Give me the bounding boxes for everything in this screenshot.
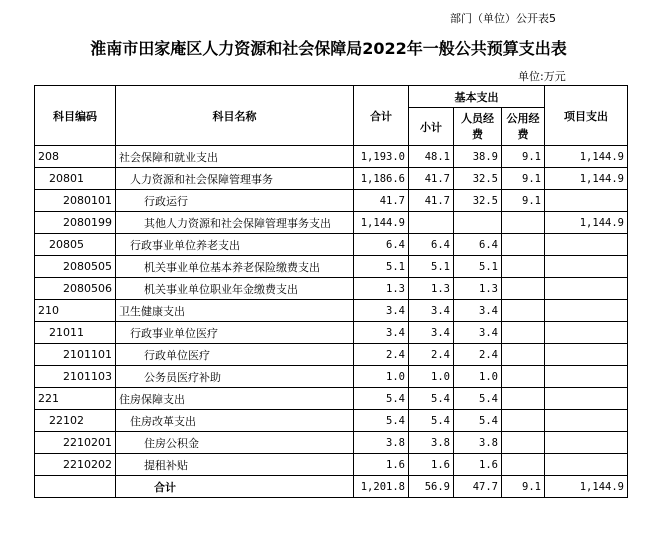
cell-public	[502, 388, 545, 410]
cell-public	[502, 432, 545, 454]
table-row	[35, 234, 628, 256]
cell-code: 2101103	[35, 366, 116, 388]
cell-code: 221	[35, 388, 116, 410]
cell-total: 3.4	[354, 322, 409, 344]
cell-public: 9.1	[502, 476, 545, 498]
cell-name: 行政单位医疗	[116, 344, 354, 366]
cell-personnel: 5.4	[454, 410, 502, 432]
cell-total: 1,186.6	[354, 168, 409, 190]
cell-public	[502, 256, 545, 278]
table-row	[35, 366, 628, 388]
cell-personnel: 3.4	[454, 322, 502, 344]
cell-total: 5.1	[354, 256, 409, 278]
cell-personnel: 5.1	[454, 256, 502, 278]
cell-project	[545, 388, 628, 410]
cell-public	[502, 212, 545, 234]
cell-project: 1,144.9	[545, 476, 628, 498]
department-label: 部门（单位）公开表5	[450, 12, 556, 25]
cell-public	[502, 278, 545, 300]
cell-personnel: 1.3	[454, 278, 502, 300]
header-project: 项目支出	[545, 86, 628, 146]
table-row	[35, 410, 628, 432]
cell-personnel: 1.0	[454, 366, 502, 388]
table-body	[35, 146, 628, 498]
table-row	[35, 256, 628, 278]
cell-name: 公务员医疗补助	[116, 366, 354, 388]
cell-name: 社会保障和就业支出	[116, 146, 354, 168]
cell-code: 21011	[35, 322, 116, 344]
cell-total: 1.0	[354, 366, 409, 388]
cell-personnel: 5.4	[454, 388, 502, 410]
table-row	[35, 432, 628, 454]
table-row	[35, 300, 628, 322]
cell-subtotal: 3.4	[409, 322, 454, 344]
cell-code: 208	[35, 146, 116, 168]
cell-name: 住房改革支出	[116, 410, 354, 432]
cell-total: 6.4	[354, 234, 409, 256]
unit-label: 单位:万元	[518, 70, 566, 83]
cell-personnel: 38.9	[454, 146, 502, 168]
cell-project	[545, 432, 628, 454]
cell-code: 2080505	[35, 256, 116, 278]
table-row	[35, 212, 628, 234]
cell-project	[545, 344, 628, 366]
cell-name: 行政事业单位养老支出	[116, 234, 354, 256]
page-title: 淮南市田家庵区人力资源和社会保障局2022年一般公共预算支出表	[90, 39, 567, 58]
header-name: 科目名称	[116, 86, 354, 146]
cell-subtotal: 41.7	[409, 168, 454, 190]
budget-table	[34, 85, 628, 498]
cell-project	[545, 454, 628, 476]
cell-project: 1,144.9	[545, 146, 628, 168]
cell-subtotal: 1.6	[409, 454, 454, 476]
cell-project	[545, 322, 628, 344]
cell-code: 22102	[35, 410, 116, 432]
cell-total: 1,144.9	[354, 212, 409, 234]
cell-public	[502, 410, 545, 432]
cell-subtotal: 48.1	[409, 146, 454, 168]
cell-total: 41.7	[354, 190, 409, 212]
table-row	[35, 454, 628, 476]
cell-personnel: 2.4	[454, 344, 502, 366]
cell-personnel: 47.7	[454, 476, 502, 498]
cell-subtotal: 5.4	[409, 410, 454, 432]
table-row	[35, 322, 628, 344]
cell-code: 2080101	[35, 190, 116, 212]
cell-name: 住房公积金	[116, 432, 354, 454]
cell-total: 1.6	[354, 454, 409, 476]
cell-code: 2080506	[35, 278, 116, 300]
cell-total: 3.4	[354, 300, 409, 322]
total-row	[35, 476, 628, 498]
cell-total: 1,201.8	[354, 476, 409, 498]
cell-project	[545, 278, 628, 300]
header-subtotal: 小计	[409, 108, 454, 146]
cell-personnel: 1.6	[454, 454, 502, 476]
cell-code: 2101101	[35, 344, 116, 366]
cell-public	[502, 300, 545, 322]
cell-total: 3.8	[354, 432, 409, 454]
cell-personnel: 32.5	[454, 190, 502, 212]
header-public: 公用经费	[502, 108, 545, 146]
cell-subtotal: 56.9	[409, 476, 454, 498]
cell-public	[502, 322, 545, 344]
cell-name: 住房保障支出	[116, 388, 354, 410]
cell-personnel: 3.4	[454, 300, 502, 322]
cell-public	[502, 344, 545, 366]
cell-public	[502, 454, 545, 476]
header-basic: 基本支出	[409, 86, 545, 108]
cell-public: 9.1	[502, 168, 545, 190]
cell-code: 20801	[35, 168, 116, 190]
cell-public	[502, 234, 545, 256]
cell-project	[545, 410, 628, 432]
cell-subtotal: 1.0	[409, 366, 454, 388]
cell-personnel: 32.5	[454, 168, 502, 190]
cell-project	[545, 256, 628, 278]
cell-name: 卫生健康支出	[116, 300, 354, 322]
cell-subtotal: 5.4	[409, 388, 454, 410]
cell-project: 1,144.9	[545, 168, 628, 190]
cell-code: 2210201	[35, 432, 116, 454]
cell-name: 行政事业单位医疗	[116, 322, 354, 344]
cell-name: 提租补贴	[116, 454, 354, 476]
table-row	[35, 344, 628, 366]
cell-total: 1,193.0	[354, 146, 409, 168]
cell-code: 2210202	[35, 454, 116, 476]
cell-code	[35, 476, 116, 498]
cell-project	[545, 190, 628, 212]
cell-personnel: 6.4	[454, 234, 502, 256]
cell-personnel	[454, 212, 502, 234]
cell-total: 5.4	[354, 388, 409, 410]
cell-subtotal: 1.3	[409, 278, 454, 300]
table-row	[35, 146, 628, 168]
cell-project	[545, 234, 628, 256]
cell-name: 合计	[116, 476, 354, 498]
table-row	[35, 278, 628, 300]
cell-subtotal: 5.1	[409, 256, 454, 278]
cell-total: 2.4	[354, 344, 409, 366]
cell-project	[545, 366, 628, 388]
cell-public: 9.1	[502, 146, 545, 168]
cell-code: 2080199	[35, 212, 116, 234]
cell-subtotal	[409, 212, 454, 234]
cell-name: 人力资源和社会保障管理事务	[116, 168, 354, 190]
cell-name: 机关事业单位职业年金缴费支出	[116, 278, 354, 300]
header-code: 科目编码	[35, 86, 116, 146]
cell-code: 210	[35, 300, 116, 322]
cell-project: 1,144.9	[545, 212, 628, 234]
cell-subtotal: 3.8	[409, 432, 454, 454]
cell-public	[502, 366, 545, 388]
cell-public: 9.1	[502, 190, 545, 212]
cell-subtotal: 3.4	[409, 300, 454, 322]
cell-total: 1.3	[354, 278, 409, 300]
cell-personnel: 3.8	[454, 432, 502, 454]
table-row	[35, 190, 628, 212]
cell-total: 5.4	[354, 410, 409, 432]
cell-name: 机关事业单位基本养老保险缴费支出	[116, 256, 354, 278]
cell-name: 行政运行	[116, 190, 354, 212]
table-row	[35, 388, 628, 410]
cell-subtotal: 6.4	[409, 234, 454, 256]
cell-code: 20805	[35, 234, 116, 256]
cell-subtotal: 41.7	[409, 190, 454, 212]
header-personnel: 人员经费	[454, 108, 502, 146]
cell-project	[545, 300, 628, 322]
table-row	[35, 168, 628, 190]
cell-name: 其他人力资源和社会保障管理事务支出	[116, 212, 354, 234]
cell-subtotal: 2.4	[409, 344, 454, 366]
header-total: 合计	[354, 86, 409, 146]
